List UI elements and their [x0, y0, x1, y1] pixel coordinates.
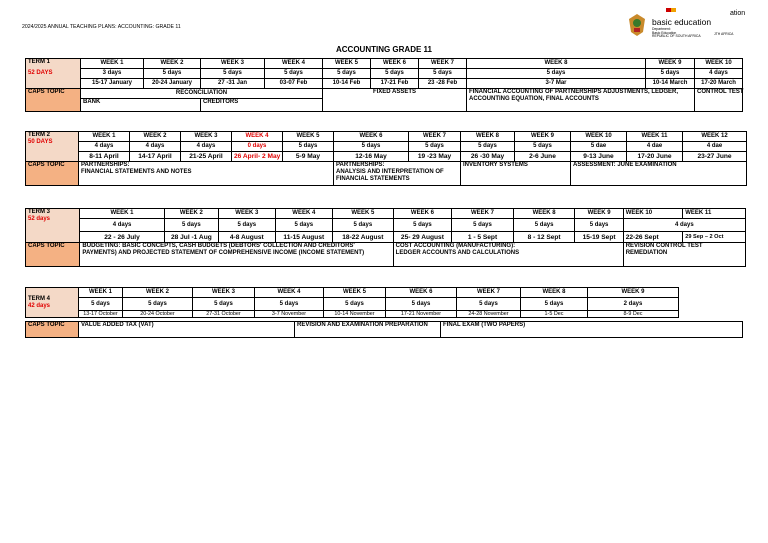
week-dates: 27 -31 Jan: [201, 79, 265, 89]
week-dates: 17-20 March: [695, 79, 743, 89]
topic-june-exam: ASSESSMENT: JUNE EXAMINATION: [571, 162, 747, 186]
week-duration: 0 days: [232, 142, 283, 152]
week-duration: 5 days: [193, 298, 255, 311]
term4-topics-table: [25, 321, 743, 338]
week-dates: 12-16 May: [334, 152, 409, 162]
week-dates: 26 -30 May: [461, 152, 515, 162]
term4-label-cell: [26, 288, 79, 318]
week-header: WEEK 7: [409, 132, 461, 142]
topic-partnerships-statements: PARTNERSHIPS: FINANCIAL STATEMENTS AND NOTES: [79, 162, 334, 186]
caps-topic-label: CAPS TOPIC: [26, 322, 79, 338]
week-dates: 3-7 Mar: [467, 79, 646, 89]
term3-label: TERM 3: [28, 209, 51, 215]
week-duration: 5 days: [371, 69, 419, 79]
logo-partial-country: JTH AFRICA: [714, 32, 734, 36]
week-header: WEEK 5: [283, 132, 334, 142]
week-dates: 17-21 November: [386, 311, 457, 318]
week-duration: 5 days: [323, 69, 371, 79]
week-duration: 4 days: [79, 142, 130, 152]
week-dates: 23-27 June: [683, 152, 747, 162]
week-dates: 10-14 Feb: [323, 79, 371, 89]
term4-table: [25, 287, 679, 318]
week-header: WEEK 7: [457, 288, 521, 298]
week-header: WEEK 9: [588, 288, 679, 298]
week-dates: 10-14 November: [324, 311, 386, 318]
week-duration: 5 days: [255, 298, 324, 311]
topic-creditors: CREDITORS: [201, 99, 323, 112]
term2-days: 50 DAYS: [28, 139, 53, 145]
week-dates: 26 April- 2 May: [232, 152, 283, 162]
topic-control-test: CONTROL TEST: [695, 89, 743, 112]
week-dates: 8-9 Dec: [588, 311, 679, 318]
week-duration: 4 dae: [627, 142, 683, 152]
logo-partial-text: ation: [730, 10, 746, 17]
week-duration: 5 days: [409, 142, 461, 152]
logo-brand-text: basic education: [652, 17, 712, 27]
week-dates: 2-6 June: [515, 152, 571, 162]
week-duration: 5 days: [79, 298, 123, 311]
week-header: WEEK 11: [683, 209, 746, 219]
week-dates: 24-28 November: [457, 311, 521, 318]
caps-topic-label: CAPS TOPIC: [26, 243, 80, 267]
week-duration: 5 days: [333, 219, 394, 232]
week-dates: 25- 29 August: [393, 232, 452, 243]
week-duration: 5 days: [324, 298, 386, 311]
week-duration: 3 days: [81, 69, 144, 79]
week-dates: 11-15 August: [275, 232, 333, 243]
week-header: WEEK 2: [144, 59, 201, 69]
week-duration: 5 days: [393, 219, 452, 232]
term1-label: TERM 1: [28, 59, 51, 65]
week-dates: 9-13 June: [571, 152, 627, 162]
week-header: WEEK 6: [334, 132, 409, 142]
term1-days: 52 DAYS: [28, 70, 53, 76]
week-dates: 1-5 Dec: [521, 311, 588, 318]
week-duration: 5 days: [457, 298, 521, 311]
week-dates: 23 -28 Feb: [419, 79, 467, 89]
week-header: WEEK 1: [81, 59, 144, 69]
week-header: WEEK 4: [265, 59, 323, 69]
week-header: WEEK 8: [513, 209, 575, 219]
week-duration: 4 days: [80, 219, 164, 232]
topic-revision-preparation: REVISION AND EXAMINATION PREPARATION: [295, 322, 441, 338]
topic-reconciliation: RECONCILIATION: [81, 89, 323, 99]
week-dates: 17-20 June: [627, 152, 683, 162]
week-header: WEEK 6: [393, 209, 452, 219]
week-duration: 5 days: [386, 298, 457, 311]
week-duration: 5 days: [219, 219, 275, 232]
coat-of-arms-icon: [626, 12, 648, 38]
caps-topic-label: CAPS TOPIC: [26, 162, 79, 186]
term4-label: TERM 4: [28, 295, 51, 302]
week-duration: 5 days: [283, 142, 334, 152]
week-dates: 8-11 April: [79, 152, 130, 162]
week-header: WEEK 9: [515, 132, 571, 142]
week-header: WEEK 9: [646, 59, 695, 69]
week-dates: 22-26 Sept: [623, 232, 683, 243]
week-header: WEEK 9: [575, 209, 623, 219]
caps-topic-label: CAPS TOPIC: [26, 89, 81, 112]
week-duration: 5 days: [467, 69, 646, 79]
term3-table: [25, 208, 746, 267]
term4-days: 42 days: [28, 302, 51, 309]
week-duration: 4 days: [130, 142, 181, 152]
week-duration: 5 days: [265, 69, 323, 79]
topic-partnerships-analysis: PARTNERSHIPS: ANALYSIS AND INTERPRETATION OF FINANCIAL STATEMENTS: [334, 162, 461, 186]
week-duration: 5 days: [575, 219, 623, 232]
week-header: WEEK 5: [324, 288, 386, 298]
week-header: WEEK 2: [130, 132, 181, 142]
week-duration: 5 days: [201, 69, 265, 79]
week-header: WEEK 6: [386, 288, 457, 298]
week-duration: 5 days: [521, 298, 588, 311]
week-header: WEEK 7: [452, 209, 514, 219]
week-header: WEEK 2: [164, 209, 218, 219]
week-header: WEEK 7: [419, 59, 467, 69]
week-dates: 22 - 26 July: [80, 232, 164, 243]
week-dates: 28 Jul -1 Aug: [164, 232, 218, 243]
week-header: WEEK 11: [627, 132, 683, 142]
week-header: WEEK 6: [371, 59, 419, 69]
week-duration: 5 days: [461, 142, 515, 152]
week-dates: 15-17 January: [81, 79, 144, 89]
week-header: WEEK 1: [79, 132, 130, 142]
week-dates: 14-17 April: [130, 152, 181, 162]
topic-fixed-assets: FIXED ASSETS: [323, 89, 467, 112]
week-duration: 4 days: [695, 69, 743, 79]
term2-label-cell: [26, 132, 79, 162]
topic-cost-accounting: COST ACCOUNTING (MANUFACTURING): LEDGER ACCOUNTS AND CALCULATIONS: [393, 243, 623, 267]
term3-label-cell: [26, 209, 80, 243]
week-duration: 4 days: [623, 219, 745, 232]
week-duration: 4 dae: [683, 142, 747, 152]
topic-inventory-systems: INVENTORY SYSTEMS: [461, 162, 571, 186]
week-dates: 18-22 August: [333, 232, 394, 243]
week-duration: 5 dae: [571, 142, 627, 152]
week-dates: 13-17 October: [79, 311, 123, 318]
week-header: WEEK 5: [333, 209, 394, 219]
week-dates: 03-07 Feb: [265, 79, 323, 89]
week-duration: 4 days: [181, 142, 232, 152]
term2-table: [25, 131, 747, 186]
week-duration: 5 days: [513, 219, 575, 232]
week-header: WEEK 10: [695, 59, 743, 69]
topic-partnerships: FINANCIAL ACCOUNTING OF PARTNERSHIPS ADJUSTMENTS, LEDGER, ACCOUNTING EQUATION, FINAL ACCOUNTS: [467, 89, 695, 112]
week-duration: 5 days: [275, 219, 333, 232]
week-dates: 4-8 August: [219, 232, 275, 243]
week-header: WEEK 8: [521, 288, 588, 298]
week-header: WEEK 4: [232, 132, 283, 142]
topic-bank: BANK: [81, 99, 201, 112]
week-dates: 29 Sep – 2 Oct: [683, 232, 746, 243]
week-header: WEEK 1: [79, 288, 123, 298]
topic-vat: VALUE ADDED TAX (VAT): [79, 322, 295, 338]
logo-stripe: [666, 8, 676, 13]
week-dates: 3-7 November: [255, 311, 324, 318]
week-header: WEEK 8: [461, 132, 515, 142]
document-header-title: 2024/2025 ANNUAL TEACHING PLANS: ACCOUNTING: GRADE 11: [22, 24, 181, 30]
week-header: WEEK 4: [275, 209, 333, 219]
week-dates: 20-24 October: [123, 311, 193, 318]
logo-dept-text: Department: Basic Education REPUBLIC OF SOUTH AFRICA: [652, 27, 701, 39]
week-dates: 19 -23 May: [409, 152, 461, 162]
week-duration: 5 days: [164, 219, 218, 232]
week-header: WEEK 2: [123, 288, 193, 298]
page-title: ACCOUNTING GRADE 11: [335, 45, 432, 54]
week-dates: 21-25 April: [181, 152, 232, 162]
week-dates: 17-21 Feb: [371, 79, 419, 89]
week-header: WEEK 10: [623, 209, 683, 219]
dbe-logo: [626, 8, 744, 42]
week-duration: 5 days: [144, 69, 201, 79]
week-duration: 2 days: [588, 298, 679, 311]
week-duration: 5 days: [334, 142, 409, 152]
week-dates: 8 - 12 Sept: [513, 232, 575, 243]
term3-days: 52 days: [28, 216, 51, 222]
week-header: WEEK 1: [80, 209, 164, 219]
week-dates: 10-14 March: [646, 79, 695, 89]
topic-revision-control-test: REVISION CONTROL TEST REMEDIATION: [623, 243, 745, 267]
week-header: WEEK 4: [255, 288, 324, 298]
week-dates: 5-9 May: [283, 152, 334, 162]
week-header: WEEK 8: [467, 59, 646, 69]
week-header: WEEK 10: [571, 132, 627, 142]
topic-final-exam: FINAL EXAM (TWO PAPERS): [441, 322, 743, 338]
week-dates: 27-31 October: [193, 311, 255, 318]
week-duration: 5 days: [123, 298, 193, 311]
week-header: WEEK 3: [219, 209, 275, 219]
week-header: WEEK 5: [323, 59, 371, 69]
term1-table: [25, 58, 743, 112]
week-duration: 5 days: [452, 219, 514, 232]
week-duration: 5 days: [646, 69, 695, 79]
term2-label: TERM 2: [28, 132, 51, 138]
week-duration: 5 days: [419, 69, 467, 79]
week-header: WEEK 3: [201, 59, 265, 69]
week-duration: 5 days: [515, 142, 571, 152]
week-header: WEEK 3: [193, 288, 255, 298]
week-dates: 20-24 January: [144, 79, 201, 89]
week-header: WEEK 3: [181, 132, 232, 142]
week-dates: 1 - 5 Sept: [452, 232, 514, 243]
term1-label-cell: [26, 59, 81, 89]
topic-budgeting: BUDGETING: BASIC CONCEPTS, CASH BUDGETS (DEBTORS' COLLECTION AND CREDITORS' PAYMENTS) AND PROJECTED STATEMENT OF COMPREHENSIVE INCOME (INCOME STATEMENT): [80, 243, 393, 267]
week-header: WEEK 12: [683, 132, 747, 142]
week-dates: 15-19 Sept: [575, 232, 623, 243]
